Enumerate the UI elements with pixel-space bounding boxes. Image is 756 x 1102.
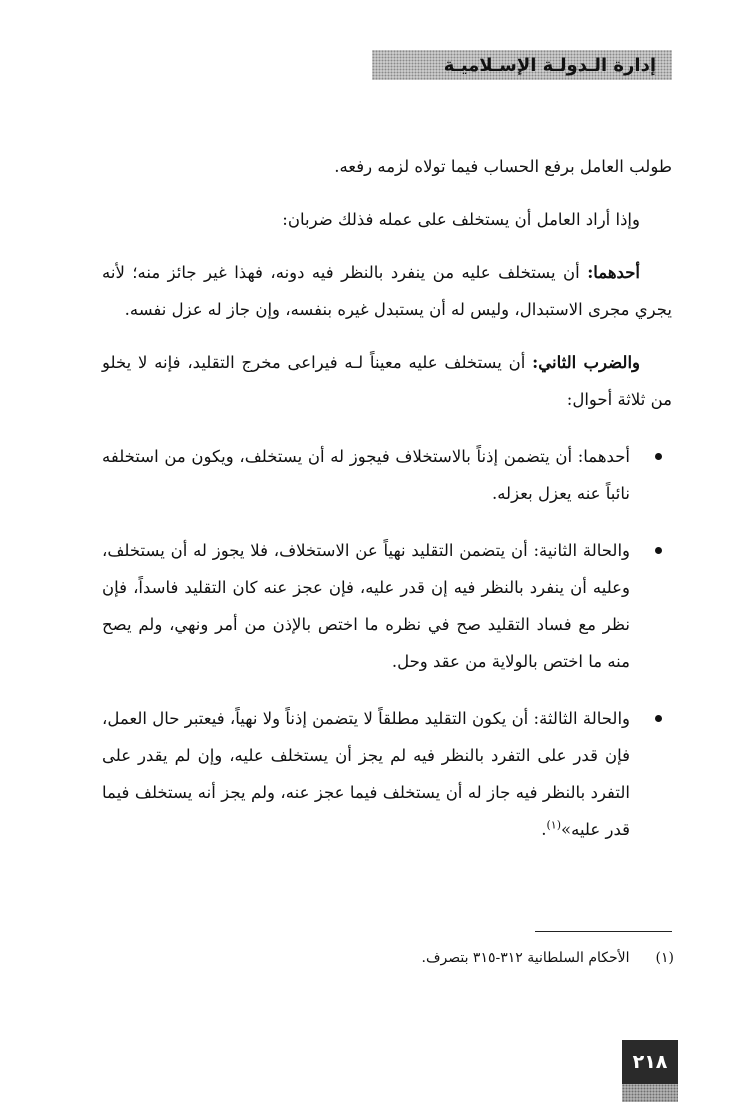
paragraph-3-text: أن يستخلف عليه من ينفرد بالنظر فيه دونه، فهذا غير جائز منه؛ لأنه يجري مجرى الاستبدال، وليس له أن يستبدل غيره بنفسه، وإن جاز له عزل نفسه. bbox=[102, 263, 672, 319]
footnote-text: الأحكام السلطانية ٣١٢-٣١٥ بتصرف. bbox=[421, 950, 630, 966]
list-item-text: والحالة الثانية: أن يتضمن التقليد نهياً عن الاستخلاف، فلا يجوز له أن يستخلف، وعليه أن ينفرد بالنظر فيه إن قدر عليه، فإن عجز عنه كان التقليد فاسداً، فإن نظر مع فساد التقليد صح في نظره ما اختص بالإذن من أمر ونهي، ولم يصح منه ما اختص بالولاية من عقد وحل. bbox=[102, 541, 630, 671]
paragraph-4-text: أن يستخلف عليه معيناً لـه فيراعى مخرج التقليد، فإنه لا يخلو من ثلاثة أحوال: bbox=[102, 353, 672, 409]
cases-list bbox=[102, 438, 672, 848]
page-number: ٢١٨ bbox=[622, 1040, 678, 1084]
paragraph-1: طولب العامل برفع الحساب فيما تولاه لزمه رفعه. bbox=[334, 157, 672, 176]
end-punctuation: . bbox=[541, 820, 547, 839]
paragraph-3-lead: أحدهما: bbox=[587, 263, 640, 282]
bullet-icon bbox=[655, 453, 662, 460]
list-item bbox=[102, 532, 672, 680]
list-item bbox=[102, 438, 672, 512]
running-header-title: إدارة الـدولـة الإسـلاميـة bbox=[443, 55, 656, 76]
list-item-text: أحدهما: أن يتضمن إذناً بالاستخلاف فيجوز له أن يستخلف، ويكون من استخلفه نائباً عنه يعزل بعزله. bbox=[102, 447, 630, 503]
footnote-number: (١) bbox=[655, 950, 674, 966]
page-number-decorative-band bbox=[622, 1084, 678, 1102]
list-item-text: والحالة الثالثة: أن يكون التقليد مطلقاً لا يتضمن إذناً ولا نهياً، فيعتبر حال العمل، فإن قدر على التفرد بالنظر فيه لم يجز أن يستخلف عليه، وإن لم يقدر على التفرد بالنظر فيه جاز له أن يستخلف فيما عجز عنه، ولم يجز أنه يستخلف فيما قدر عليه» bbox=[102, 709, 630, 839]
bullet-icon bbox=[655, 715, 662, 722]
paragraph-3 bbox=[102, 254, 672, 328]
bullet-icon bbox=[655, 547, 662, 554]
paragraph-4-lead: والضرب الثاني: bbox=[532, 353, 640, 372]
footnote-separator bbox=[535, 931, 672, 932]
paragraph-2: وإذا أراد العامل أن يستخلف على عمله فذلك ضربان: bbox=[282, 210, 640, 229]
footnote-reference[interactable]: (١) bbox=[546, 818, 561, 832]
paragraph-4 bbox=[102, 344, 672, 418]
main-text bbox=[102, 148, 672, 848]
footnote bbox=[104, 946, 674, 970]
list-item bbox=[102, 700, 672, 848]
